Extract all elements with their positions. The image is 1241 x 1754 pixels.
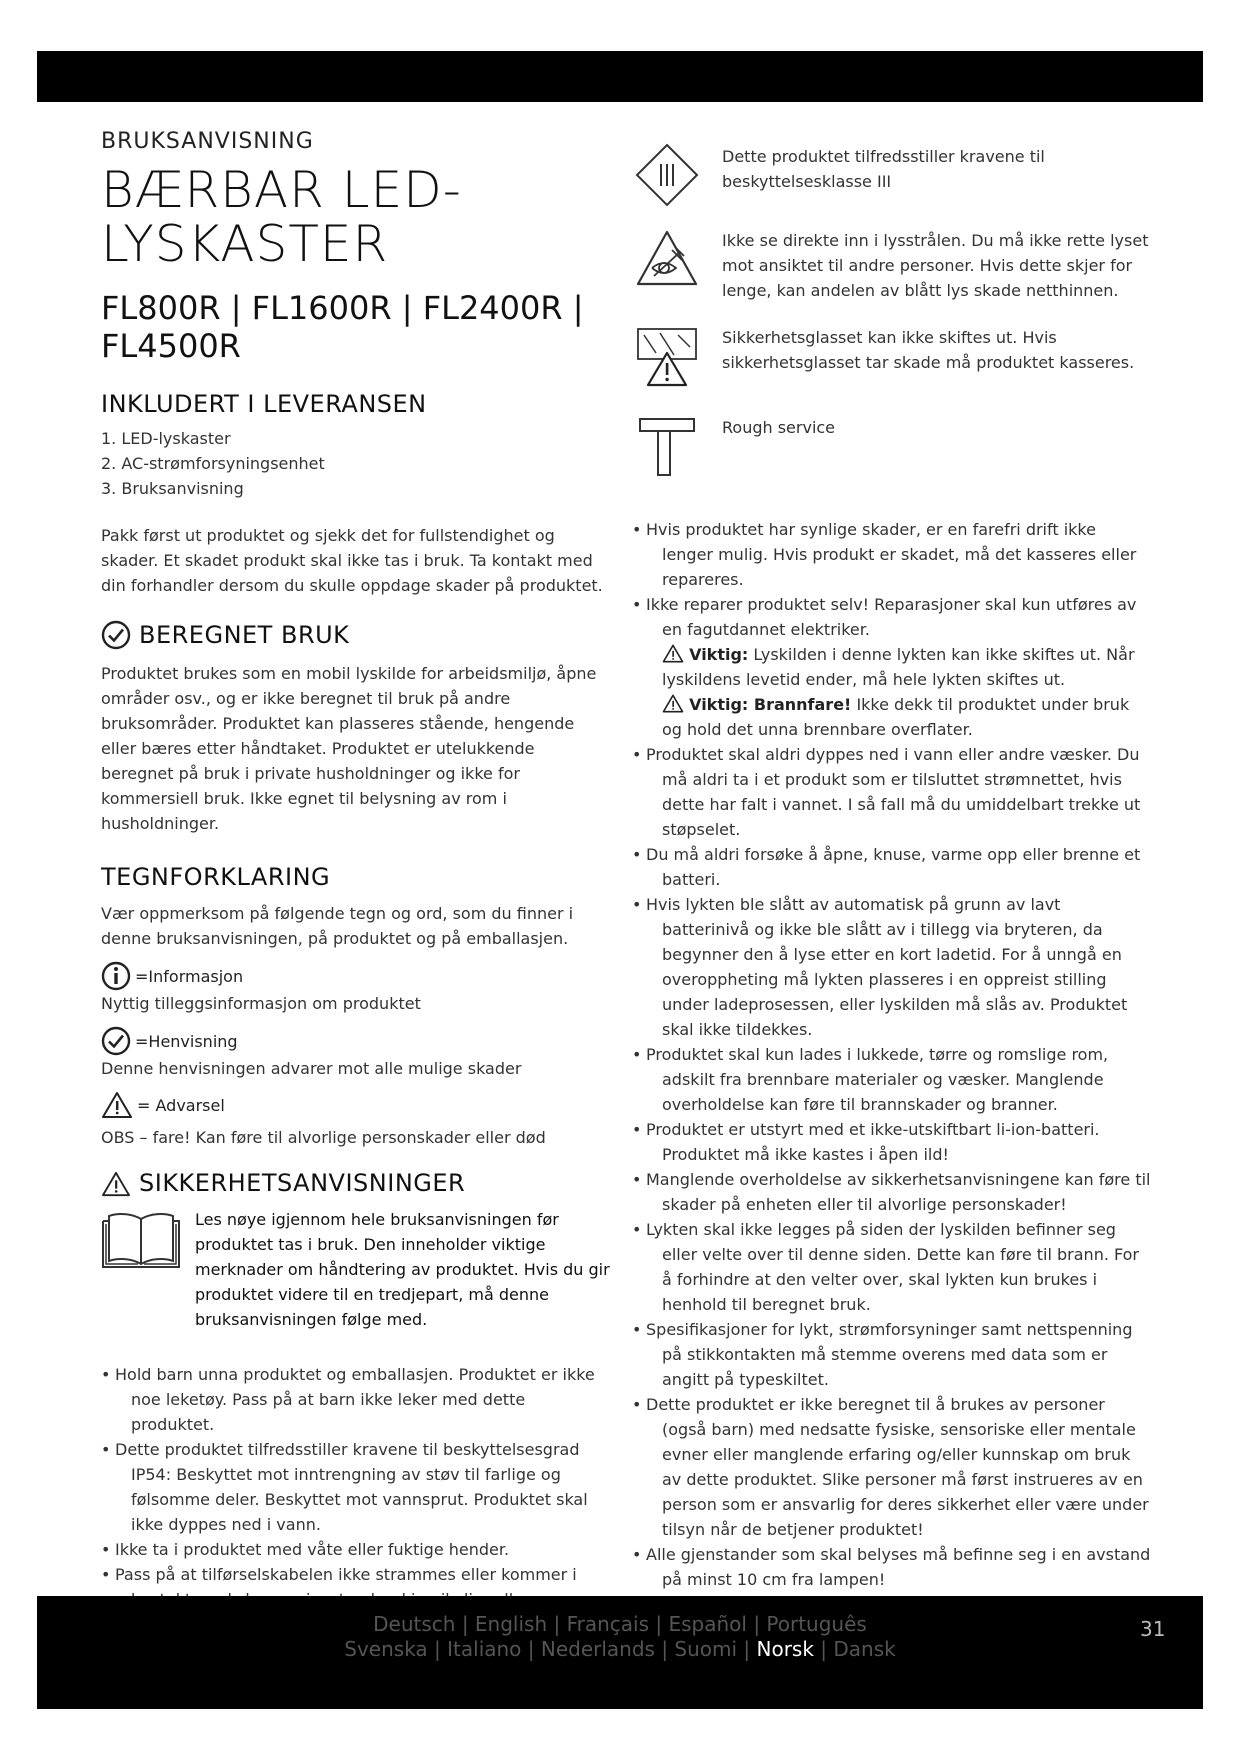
list-item-text: Spesifikasjoner for lykt, strømforsyninger samt nettspenning på stikkontakten må stemme overens med data som er angitt på typeskiltet.	[646, 1320, 1133, 1389]
right-column	[632, 140, 1152, 1592]
language-active: Norsk	[756, 1637, 814, 1661]
list-item-text: Produktet skal aldri dyppes ned i vann eller andre væsker. Du må aldri ta i et produkt som er tilsluttet strømnettet, hvis dette har falt i vannet. I så fall må du umiddelbart trekke ut støpselet.	[646, 745, 1141, 839]
symbol-row	[632, 411, 1152, 481]
language-list-line1: Deutsch | English | Français | Español | Português	[373, 1612, 867, 1636]
warning-triangle-icon	[101, 1091, 133, 1119]
list-item	[632, 892, 1152, 1042]
list-item	[632, 1167, 1152, 1217]
list-item: 2. AC-strømforsyningsenhet	[101, 453, 325, 473]
list-item-text: Du må aldri forsøke å åpne, knuse, varme opp eller brenne et batteri.	[646, 845, 1141, 889]
important-label: Viktig:	[689, 645, 749, 664]
check-circle-icon	[101, 1026, 131, 1056]
read-manual-notice	[101, 1207, 611, 1332]
included-list	[101, 426, 611, 501]
legend-warning	[101, 1091, 611, 1119]
list-item-text: Lykten skal ikke legges på siden der lyskilden befinner seg eller velte over til denne siden. Dette kan føre til brann. For å forhindre at den velter over, skal lykten kun brukes i henhold til beregnet bruk.	[646, 1220, 1139, 1314]
list-item	[632, 842, 1152, 892]
legend-info	[101, 961, 611, 991]
warning-triangle-icon	[662, 695, 684, 714]
warning-label: = Advarsel	[137, 1095, 225, 1115]
list-item	[632, 1042, 1152, 1117]
warning-triangle-icon	[662, 645, 684, 664]
list-item-text: Hvis lykten ble slått av automatisk på grunn av lavt batterinivå og ikke ble slått av i tillegg via bryteren, da begynner den å lyse etter en kort ladetid. For å unngå en overoppheting må lykten plasseres i en oppreist stilling under ladeprosessen, eller lyskilden må slås av. Produktet skal ikke tildekkes.	[646, 895, 1128, 1039]
safety-glass-icon	[632, 321, 702, 391]
no-direct-look-icon	[632, 224, 702, 294]
safety-heading	[101, 1168, 611, 1199]
rough-service-icon	[632, 411, 702, 481]
language-other: | Dansk	[813, 1637, 896, 1661]
document-type: BRUKSANVISNING	[101, 129, 314, 154]
protection-class-iii-icon	[632, 140, 702, 210]
left-column	[101, 128, 611, 1637]
reference-description: Denne henvisningen advarer mot alle mulige skader	[101, 1059, 522, 1079]
symbol-list	[632, 140, 1152, 481]
list-item: • Ikke ta i produktet med våte eller fuktige hender.	[101, 1537, 611, 1562]
header-bar	[37, 51, 1203, 102]
intended-use-heading	[101, 620, 611, 651]
info-description: Nyttig tilleggsinformasjon om produktet	[101, 994, 421, 1014]
legend-intro: Vær oppmerksom på følgende tegn og ord, som du finner i denne bruksanvisningen, på produktet og på emballasjen.	[101, 904, 574, 949]
symbol-row	[632, 321, 1152, 391]
symbol-description: Ikke se direkte inn i lysstrålen. Du må ikke rette lyset mot ansiktet til andre personer. Hvis dette skjer for lenge, kan andelen av blått lys skade netthinnen.	[722, 231, 1149, 300]
legend-heading: TEGNFORKLARING	[101, 862, 331, 891]
important-note	[662, 642, 1152, 692]
list-item-text: Manglende overholdelse av sikkerhetsanvisningene kan føre til skader på enheten eller til alvorlige personskader!	[646, 1170, 1151, 1214]
open-book-icon	[101, 1207, 181, 1271]
list-item-text: Dette produktet er ikke beregnet til å brukes av personer (også barn) med nedsatte fysiske, sensoriske eller mentale evner eller manglende erfaring og/eller kunnskap om bruk av dette produktet. Slike personer må først instrueres av en person som er ansvarlig for deres sikkerhet eller være under tilsyn når de betjener produktet!	[646, 1395, 1149, 1539]
list-item-text: Produktet skal kun lades i lukkede, tørre og romslige rom, adskilt fra brennbare materialer og væsker. Manglende overholdelse kan føre til brannskader og branner.	[646, 1045, 1109, 1114]
warning-triangle-icon	[101, 1171, 131, 1197]
list-item	[632, 1542, 1152, 1592]
legend-reference	[101, 1026, 611, 1056]
symbol-description: Sikkerhetsglasset kan ikke skiftes ut. Hvis sikkerhetsglasset tar skade må produktet kasseres.	[722, 328, 1135, 372]
model-numbers: FL800R | FL1600R | FL2400R | FL4500R	[101, 288, 584, 365]
list-item	[632, 1317, 1152, 1392]
symbol-description: Rough service	[722, 418, 836, 437]
included-heading: INKLUDERT I LEVERANSEN	[101, 389, 427, 418]
info-label: =Informasjon	[135, 966, 244, 986]
list-item: 3. Bruksanvisning	[101, 478, 244, 498]
list-item	[632, 1217, 1152, 1317]
list-item	[632, 1392, 1152, 1542]
list-item: • Hold barn unna produktet og emballasjen. Produktet er ikke noe leketøy. Pass på at barn ikke leker med dette produktet.	[101, 1362, 611, 1437]
included-note: Pakk først ut produktet og sjekk det for fullstendighet og skader. Et skadet produkt skal ikke tas i bruk. Ta kontakt med din forhandler dersom du skulle oppdage skader på produktet.	[101, 525, 603, 595]
list-item: • Dette produktet tilfredsstiller kravene til beskyttelsesgrad IP54: Beskyttet mot inntrengning av støv til farlige og følsomme deler. Beskyttet mot vannsprut. Produktet skal ikke dyppes ned i vann.	[101, 1437, 611, 1537]
read-manual-text: Les nøye igjennom hele bruksanvisningen før produktet tas i bruk. Den inneholder viktige merknader om håndtering av produktet. Hvis du gir produktet videre til en tredjepart, må denne bruksanvisningen følge med.	[195, 1210, 610, 1330]
check-circle-icon	[101, 620, 131, 650]
intended-use-text: Produktet brukes som en mobil lyskilde for arbeidsmiljø, åpne områder osv., og er ikke beregnet til bruk på andre bruksområder. Produktet kan plasseres stående, hengende eller bæres etter håndtaket. Produktet er utelukkende beregnet på bruk i private husholdninger og ikke for kommersiell bruk. Ikke egnet til belysning av rom i husholdninger.	[101, 663, 597, 833]
warning-description: OBS – fare! Kan føre til alvorlige personskader eller død	[101, 1128, 546, 1148]
list-item	[632, 1117, 1152, 1167]
intended-use-title: BEREGNET BRUK	[139, 620, 350, 649]
safety-title: SIKKERHETSANVISNINGER	[139, 1169, 466, 1198]
list-item	[632, 742, 1152, 842]
language-list-line2	[37, 1637, 1203, 1661]
list-item: 1. LED-lyskaster	[101, 428, 231, 448]
right-safety-list	[632, 517, 1152, 1592]
list-item-text: Alle gjenstander som skal belyses må befinne seg i en avstand på minst 10 cm fra lampen!	[646, 1545, 1151, 1589]
list-item	[632, 592, 1152, 742]
symbol-description: Dette produktet tilfredsstiller kravene til beskyttelsesklasse III	[722, 147, 1045, 191]
list-item-text: Produktet er utstyrt med et ikke-utskiftbart li-ion-batteri. Produktet må ikke kastes i åpen ild!	[646, 1120, 1100, 1164]
important-text: Ikke dekk til produktet under bruk og hold det unna brennbare overflater.	[662, 695, 1130, 739]
symbol-row	[632, 224, 1152, 303]
reference-label: =Henvisning	[135, 1031, 238, 1051]
list-item	[632, 517, 1152, 592]
page-title: BÆRBAR LED-LYSKASTER	[101, 160, 462, 273]
important-note	[662, 692, 1152, 742]
list-item: • Pass på at tilførselskabelen ikke strammes eller kommer i	[101, 1562, 611, 1637]
list-item-text: Ikke reparer produktet selv! Reparasjoner skal kun utføres av en fagutdannet elektriker.	[646, 595, 1137, 639]
info-icon	[101, 961, 131, 991]
language-other: Svenska | Italiano | Nederlands | Suomi |	[344, 1637, 757, 1661]
symbol-row	[632, 140, 1152, 210]
important-label: Viktig: Brannfare!	[689, 695, 852, 714]
list-item-text: Hvis produktet har synlige skader, er en farefri drift ikke lenger mulig. Hvis produkt er skadet, må det kasseres eller repareres.	[646, 520, 1137, 589]
important-text: Lyskilden i denne lykten kan ikke skiftes ut. Når lyskildens levetid ender, må hele lykten skiftes ut.	[662, 645, 1135, 689]
page-number: 31	[1140, 1617, 1166, 1641]
